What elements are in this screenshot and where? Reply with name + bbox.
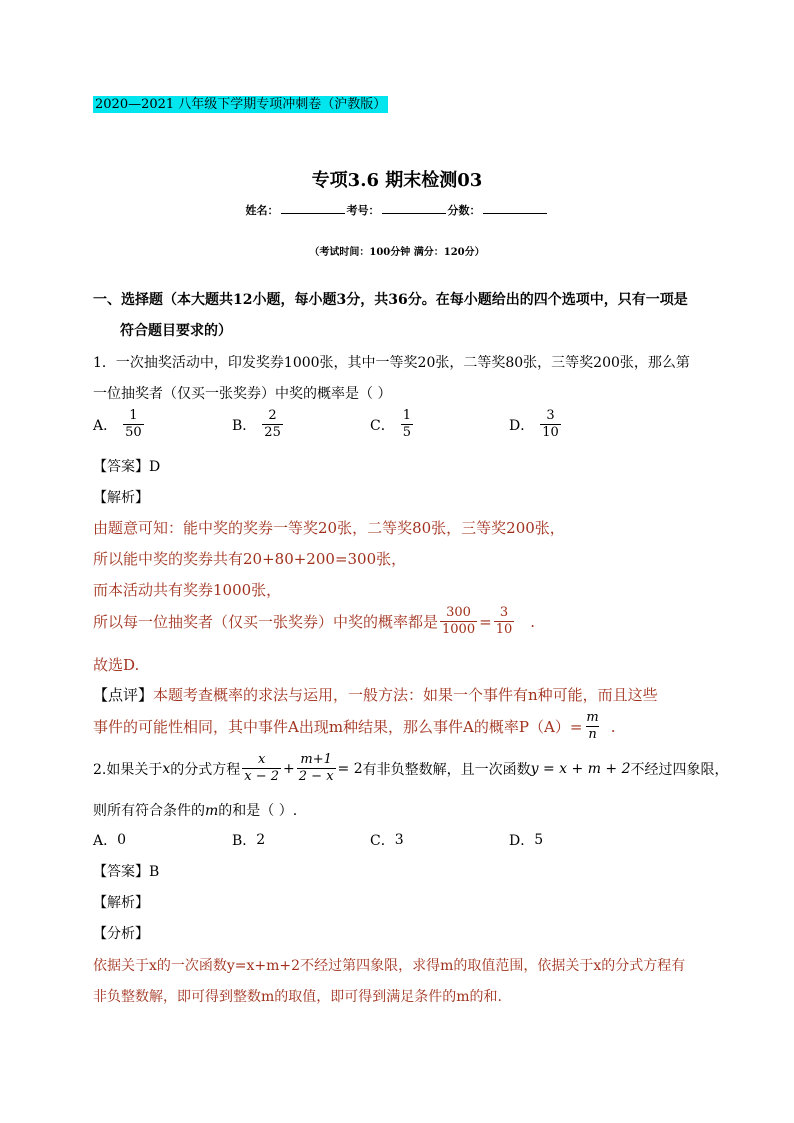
q2-option-a[interactable]	[93, 830, 126, 850]
fraction: $\frac{1}{50}$	[125, 408, 142, 440]
q1-analysis-line4: 所以每一位抽奖者（仅买一张奖券）中奖的概率都是 $\frac{300}{1000}$ = $\frac{3}{10}$ .	[93, 605, 536, 637]
option-label: D．	[509, 417, 535, 434]
q1-line1: 1．一次抽奖活动中，印发奖券1000张，其中一等奖20张，二等奖80张，三等奖200张，那么第	[93, 355, 690, 371]
fraction: $\frac{3}{10}$	[542, 408, 559, 440]
option-value: 3	[394, 832, 404, 848]
fraction: $\frac{300}{1000}$	[442, 605, 476, 637]
answer-label: 【答案】	[93, 864, 149, 880]
q2-option-b[interactable]	[232, 830, 265, 850]
q1-line2: 一位抽奖者（仅买一张奖券）中奖的概率是（ ）	[93, 386, 392, 402]
q1-answer	[93, 456, 160, 476]
q1-comment-line2: 事件的可能性相同，其中事件A出现m种结果，那么事件A的概率P（A）= $\frac{m}{n}$ .	[93, 710, 616, 742]
option-label: A．	[93, 833, 118, 849]
q1-option-d[interactable]	[509, 408, 563, 441]
q2-fenxi-label: 【分析】	[93, 926, 149, 942]
option-label: A．	[93, 417, 118, 434]
exam-time: （考试时间：100分钟 满分：120分）	[309, 247, 485, 258]
score-label: 分数：	[447, 204, 481, 217]
comment-label: 【点评】	[93, 686, 154, 704]
section-heading-line2: 符合题目要求的）	[120, 323, 232, 339]
answer-value: D	[149, 459, 161, 475]
q2-option-c[interactable]	[370, 830, 404, 850]
page-title: 专项3.6 期末检测03	[311, 170, 483, 191]
q1-option-a[interactable]	[93, 408, 146, 441]
option-value: 0	[117, 832, 127, 848]
q2-fenxi-line1: 依据关于x的一次函数y=x+m+2不经过第四象限，求得m的取值范围，依据关于x的分式方程有	[93, 958, 686, 974]
header-tag: 2020—2021 八年级下学期专项冲刺卷（沪教版）	[95, 97, 387, 112]
fraction: $\frac{3}{10}$	[495, 605, 513, 637]
exam-no-label: 考号：	[346, 204, 380, 217]
option-label: B．	[232, 417, 257, 434]
q2-option-d[interactable]	[509, 830, 543, 850]
fraction: $\frac{m+1}{2 - x}$	[298, 752, 334, 784]
option-label: B．	[232, 833, 257, 849]
student-info-line	[0, 202, 794, 218]
q2-line1: 2.如果关于 x 的分式方程 $\frac{x}{x - 2}$ + $\frac{m+1}{2 - x}$ = 2 有非负整数解，且一次函数 y = x + m + 2 不经过四象限，	[93, 752, 729, 784]
option-value: 2	[256, 832, 266, 848]
section-heading-line1: 一、选择题（本大题共12小题，每小题3分，共36分。在每小题给出的四个选项中，只有一项是	[93, 292, 688, 308]
q1-option-c[interactable]	[370, 408, 415, 441]
exam-no-blank[interactable]	[382, 203, 446, 214]
q2-fenxi-line2: 非负整数解，即可得到整数m的取值，即可得到满足条件的m的和.	[93, 989, 502, 1005]
answer-value: B	[149, 864, 160, 880]
fraction: $\frac{1}{5}$	[402, 408, 411, 440]
option-label: C．	[370, 833, 395, 849]
q1-comment-line1: 【点评】本题考查概率的求法与运用，一般方法：如果一个事件有n种可能，而且这些	[93, 686, 658, 704]
q2-line2: 则所有符合条件的m的和是（ ）.	[93, 803, 298, 819]
q2-answer	[93, 861, 159, 881]
q1-analysis-label: 【解析】	[93, 490, 149, 506]
q1-option-b[interactable]	[232, 408, 285, 441]
q1-analysis-line1: 由题意可知：能中奖的奖券一等奖20张，二等奖80张，三等奖200张，	[93, 519, 565, 537]
score-blank[interactable]	[483, 203, 547, 214]
q1-analysis-line2: 所以能中奖的奖券共有20+80+200=300张，	[93, 550, 407, 568]
fraction: $\frac{m}{n}$	[586, 710, 599, 742]
q1-conclusion: 故选D.	[93, 656, 140, 674]
name-label: 姓名：	[245, 204, 279, 217]
option-label: C．	[370, 417, 395, 434]
q2-analysis-label: 【解析】	[93, 895, 149, 911]
fraction: $\frac{2}{25}$	[264, 408, 281, 440]
q1-analysis-line3: 而本活动共有奖券1000张，	[93, 581, 282, 599]
name-blank[interactable]	[281, 203, 345, 214]
option-value: 5	[534, 832, 544, 848]
answer-label: 【答案】	[93, 459, 149, 475]
option-label: D．	[509, 833, 535, 849]
fraction: $\frac{x}{x - 2}$	[244, 752, 280, 784]
